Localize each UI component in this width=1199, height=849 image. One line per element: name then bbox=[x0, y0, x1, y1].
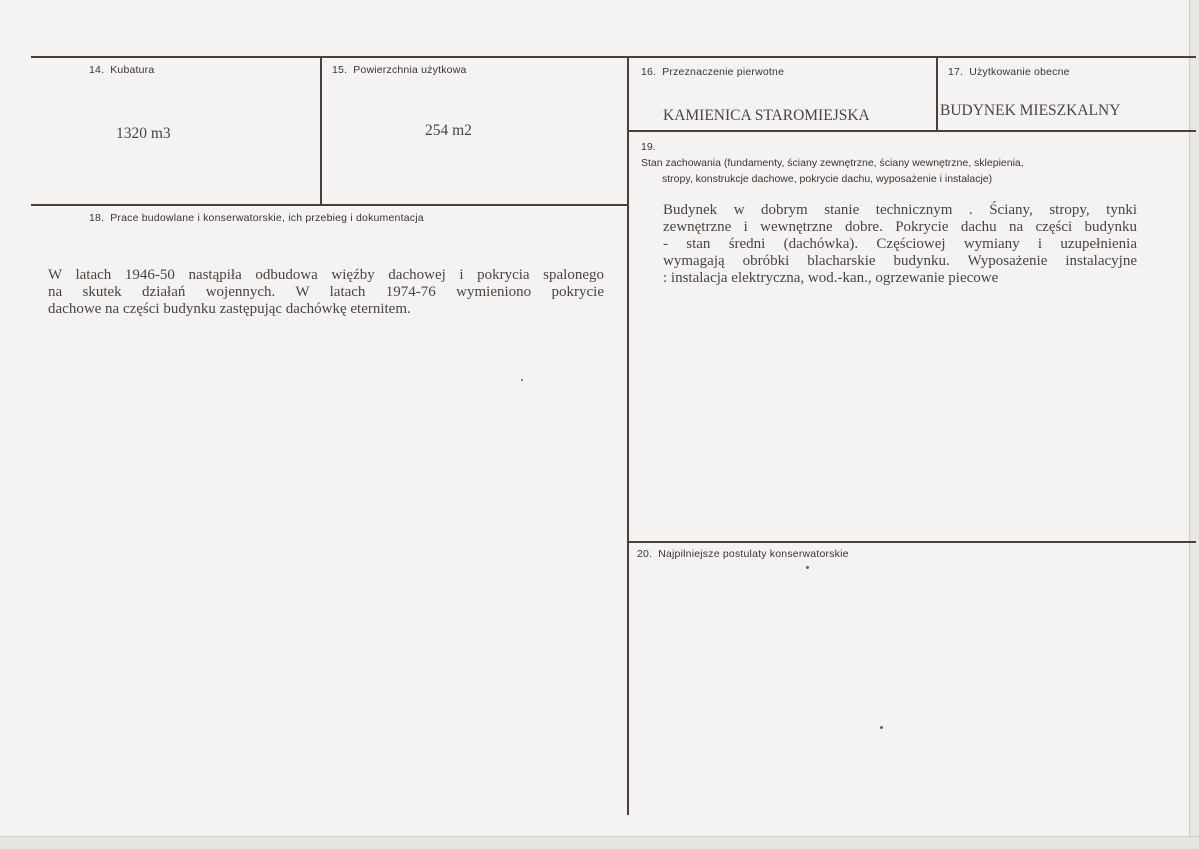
field-14-label bbox=[89, 64, 154, 76]
field-15-label-text: Powierzchnia użytkowa bbox=[353, 64, 467, 76]
field-19-text bbox=[663, 202, 1137, 287]
field-15-label bbox=[332, 64, 467, 76]
divider-16-17 bbox=[936, 57, 938, 131]
field-14-value: 1320 m3 bbox=[116, 125, 171, 142]
field-14-number: 14. bbox=[89, 64, 105, 76]
field-16-number: 16. bbox=[641, 66, 657, 78]
field-20-label bbox=[637, 548, 849, 560]
top-rule bbox=[31, 56, 1196, 58]
field-18-line: dachowe na części budynku zastępując dachówkę eternitem. bbox=[48, 301, 411, 317]
rule-below-14-15 bbox=[31, 204, 627, 206]
field-18-label-text: Prace budowlane i konserwatorskie, ich przebieg i dokumentacja bbox=[110, 212, 424, 224]
divider-left-right bbox=[627, 57, 629, 815]
field-17-value: BUDYNEK MIESZKALNY bbox=[940, 102, 1121, 119]
rule-below-16-17 bbox=[629, 130, 1196, 132]
field-18-text bbox=[48, 267, 604, 318]
field-19-number: 19. bbox=[641, 141, 656, 153]
paper-edge-right bbox=[1189, 0, 1199, 848]
field-15-value: 254 m2 bbox=[425, 122, 472, 139]
field-20-number: 20. bbox=[637, 548, 653, 560]
field-19-line: - stan średni (dachówka). Częściowej wymiany i uzupełnienia bbox=[663, 236, 1137, 252]
field-19-label-line: stropy, konstrukcje dachowe, pokrycie dachu, wyposażenie i instalacje) bbox=[662, 173, 993, 185]
field-19-label bbox=[641, 139, 1024, 187]
divider-14-15 bbox=[320, 57, 322, 205]
paper-edge-bottom bbox=[0, 836, 1199, 849]
paper-speck bbox=[521, 379, 523, 381]
field-18-number: 18. bbox=[89, 212, 105, 224]
field-19-line: wymagają obróbki blacharskie budynku. Wyposażenie instalacyjne bbox=[663, 253, 1137, 269]
field-15-number: 15. bbox=[332, 64, 348, 76]
field-18-line: na skutek działań wojennych. W latach 1974-76 wymieniono pokrycie bbox=[48, 284, 604, 300]
field-16-value: KAMIENICA STAROMIEJSKA bbox=[663, 107, 870, 124]
field-19-line: zewnętrzne i wewnętrzne dobre. Pokrycie dachu na części budynku bbox=[663, 219, 1137, 235]
field-19-line: : instalacja elektryczna, wod.-kan., ogrzewanie piecowe bbox=[663, 270, 999, 286]
field-17-label bbox=[948, 66, 1070, 78]
field-19-line: Budynek w dobrym stanie technicznym . Ściany, stropy, tynki bbox=[663, 202, 1137, 218]
field-18-line: W latach 1946-50 nastąpiła odbudowa więźby dachowej i pokrycia spalonego bbox=[48, 267, 604, 283]
field-20-label-text: Najpilniejsze postulaty konserwatorskie bbox=[658, 548, 849, 560]
paper-speck bbox=[806, 566, 809, 569]
field-16-label bbox=[641, 66, 784, 78]
rule-above-20 bbox=[629, 541, 1196, 543]
field-17-label-text: Użytkowanie obecne bbox=[969, 66, 1070, 78]
field-17-number: 17. bbox=[948, 66, 964, 78]
field-14-label-text: Kubatura bbox=[110, 64, 155, 76]
field-18-label bbox=[89, 212, 424, 224]
field-16-label-text: Przeznaczenie pierwotne bbox=[662, 66, 785, 78]
paper-speck bbox=[880, 726, 883, 729]
field-19-label-line: Stan zachowania (fundamenty, ściany zewnętrzne, ściany wewnętrzne, sklepienia, bbox=[641, 157, 1024, 169]
